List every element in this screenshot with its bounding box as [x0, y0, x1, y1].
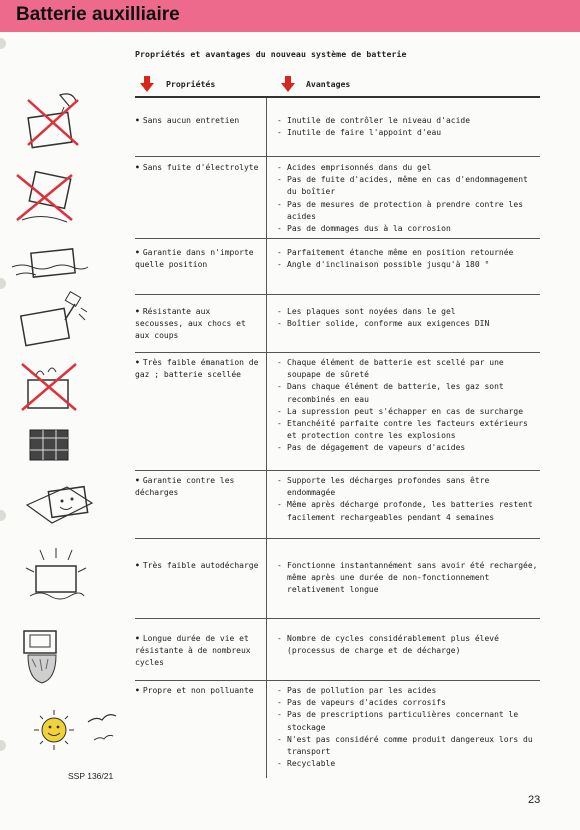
row-divider [135, 238, 540, 239]
clean-sun-icon [30, 700, 130, 765]
advantage-item: - Pas de prescriptions particulières concernant le stockage [277, 710, 519, 732]
property-cell: • Propre et non polluante [135, 686, 254, 695]
property-cell: • Garantie dans n'importe quelle position [135, 248, 254, 270]
arrow-down-icon [281, 76, 295, 92]
shock-resistant-battery-icon [15, 290, 90, 350]
table-top-rule [135, 96, 540, 98]
advantages-cell [277, 247, 539, 271]
column-header-advantages: Avantages [306, 79, 351, 89]
property-cell: • Très faible émanation de gaz ; batterie scellée [135, 358, 259, 380]
advantage-item: - Chaque élément de batterie est scellé par une soupape de sûreté [277, 358, 504, 380]
column-divider [266, 98, 267, 778]
advantage-item: - Fonctionne instantannément sans avoir été rechargée, même après une durée de non-fonctionnement relativement longue [277, 561, 538, 595]
advantage-item: - Angle d'inclinaison possible jusqu'à 180 ° [277, 260, 490, 270]
advantage-item: - Nombre de cycles considérablement plus élevé (processus de charge et de décharge) [277, 634, 499, 656]
advantages-cell [277, 560, 539, 597]
figure-code: SSP 136/21 [68, 771, 114, 781]
property-cell: • Longue durée de vie et résistante à de nombreux cycles [135, 634, 251, 668]
advantage-item: - Pas de vapeurs d'acides corrosifs [277, 698, 446, 708]
advantage-item: - Pas de dégagement de vapeurs d'acides [277, 443, 466, 453]
advantages-cell [277, 685, 539, 770]
low-self-discharge-battery-icon [20, 548, 95, 603]
row-divider [135, 470, 540, 471]
any-position-battery-icon [10, 245, 90, 290]
column-header-properties: Propriétés [166, 79, 216, 89]
no-maintenance-battery-icon [20, 85, 90, 160]
binder-hole [0, 510, 6, 521]
advantage-item: - Inutile de contrôler le niveau d'acide [277, 116, 471, 125]
arrow-down-icon [140, 76, 154, 92]
page-title: Batterie auxilliaire [16, 4, 180, 25]
advantage-item: - Parfaitement étanche même en position retournée [277, 248, 514, 257]
advantages-cell [277, 357, 539, 455]
advantages-cell [277, 633, 539, 657]
discharge-protected-battery-icon [22, 475, 102, 540]
property-cell: • Résistante aux secousses, aux chocs et aux coups [135, 307, 246, 341]
property-cell: • Très faible autodécharge [135, 561, 259, 570]
advantages-cell [277, 115, 539, 139]
property-cell: • Garantie contre les décharges [135, 476, 235, 498]
advantage-item: - Pas de pollution par les acides [277, 686, 437, 695]
advantages-cell [277, 162, 539, 235]
advantage-item: - Pas de mesures de protection à prendre contre les acides [277, 199, 524, 221]
property-cell: • Sans aucun entretien [135, 116, 240, 125]
property-cell: • Sans fuite d'électrolyte [135, 163, 259, 172]
page-header-banner [0, 0, 580, 32]
advantage-item: - Inutile de faire l'appoint d'eau [277, 128, 442, 138]
binder-hole [0, 278, 6, 289]
advantage-item: - N'est pas considéré comme produit dangereux lors du transport [277, 734, 533, 757]
row-divider [135, 538, 540, 539]
advantage-item: - Supporte les décharges profondes sans être endommagée [277, 476, 490, 498]
advantage-item: - La supression peut s'échapper en cas de surcharge [277, 406, 524, 416]
advantages-cell [277, 475, 539, 524]
row-divider [135, 352, 540, 353]
advantage-item: - Les plaques sont noyées dans le gel [277, 307, 456, 316]
advantage-item: - Acides emprisonnés dans du gel [277, 163, 432, 172]
advantage-item: - Boîtier solide, conforme aux exigences DIN [277, 319, 490, 329]
page-number: 23 [528, 794, 541, 806]
sealed-battery-icon [18, 360, 83, 470]
advantage-item: - Pas de fuite d'acides, même en cas d'endommagement du boîtier [277, 175, 528, 197]
long-life-battery-icon [18, 625, 78, 685]
row-divider [135, 156, 540, 157]
advantage-item: - Même après décharge profonde, les batteries restent facilement rechargeables pendant 4 semaines [277, 500, 533, 522]
advantages-cell [277, 306, 539, 330]
row-divider [135, 618, 540, 619]
row-divider [135, 294, 540, 295]
section-subtitle: Propriétés et avantages du nouveau système de batterie [135, 49, 407, 59]
binder-hole [0, 38, 6, 49]
advantage-item: - Dans chaque élément de batterie, les gaz sont recombinés en eau [277, 382, 504, 404]
advantage-item: - Recyclable [277, 759, 336, 769]
no-leak-battery-icon [12, 165, 82, 235]
row-divider [135, 680, 540, 681]
binder-hole [0, 740, 6, 751]
advantage-item: - Pas de dommages dus à la corrosion [277, 224, 451, 234]
advantage-item: - Etanchéité parfaite contre les facteurs extérieurs et protection contre les explosions [277, 419, 528, 441]
